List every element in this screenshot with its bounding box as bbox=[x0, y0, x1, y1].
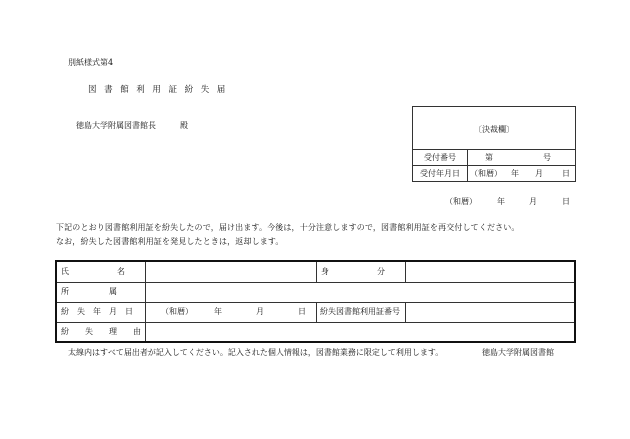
receipt-date-label: 受付年月日 bbox=[413, 166, 468, 181]
receipt-date-row bbox=[413, 165, 575, 181]
card-number-field[interactable] bbox=[409, 302, 569, 322]
submission-era: （和暦） bbox=[445, 197, 477, 206]
status-field[interactable] bbox=[409, 262, 569, 282]
decision-box-label: 〔決裁欄〕 bbox=[474, 125, 514, 134]
decision-box bbox=[412, 106, 576, 182]
reason-field[interactable] bbox=[149, 322, 569, 341]
lost-date-day: 日 bbox=[298, 307, 306, 316]
lost-date-month: 月 bbox=[256, 307, 264, 316]
receipt-date-year: 年 bbox=[511, 169, 519, 178]
affiliation-field[interactable] bbox=[149, 282, 569, 302]
status-label: 身 分 bbox=[321, 267, 385, 276]
receipt-number-row bbox=[413, 149, 575, 165]
body-text-line-1: 下記のとおり図書館利用証を紛失したので，届け出ます。今後は，十分注意しますので，図書館利用証を再交付してください。 bbox=[56, 223, 520, 232]
receipt-number-suffix: 号 bbox=[543, 153, 551, 162]
submission-year: 年 bbox=[497, 197, 505, 206]
receipt-date-era: （和暦） bbox=[470, 169, 502, 178]
footnote: 太線内はすべて届出者が記入してください。記入された個人情報は，図書館業務に限定して利用します。 bbox=[68, 348, 444, 357]
lost-date-label: 紛 失 年 月 日 bbox=[61, 307, 133, 316]
receipt-number-label: 受付番号 bbox=[413, 150, 468, 165]
addressee: 徳島大学附属図書館長 bbox=[76, 121, 156, 130]
submission-month: 月 bbox=[529, 197, 537, 206]
submission-day: 日 bbox=[562, 197, 570, 206]
submission-date bbox=[445, 196, 585, 208]
lost-date-era: （和暦） bbox=[161, 307, 193, 316]
receipt-date-day: 日 bbox=[562, 169, 570, 178]
card-number-label: 紛失図書館利用証番号 bbox=[320, 307, 400, 316]
name-field[interactable] bbox=[149, 262, 314, 282]
receipt-date-month: 月 bbox=[535, 169, 543, 178]
lost-date-year: 年 bbox=[214, 307, 222, 316]
body-text-line-2: なお，紛失した図書館利用証を発見したときは，返却します。 bbox=[56, 237, 284, 246]
receipt-number-prefix: 第 bbox=[485, 153, 493, 162]
affiliation-label: 所 属 bbox=[61, 287, 117, 296]
name-label: 氏 名 bbox=[61, 267, 125, 276]
honorific: 殿 bbox=[180, 121, 188, 130]
application-table bbox=[55, 260, 576, 343]
reason-label: 紛 失 理 由 bbox=[61, 327, 141, 336]
footer-organization: 徳島大学附属図書館 bbox=[482, 348, 554, 357]
form-number: 別紙様式第4 bbox=[68, 58, 114, 67]
document-title: 図書館利用証紛失届 bbox=[88, 85, 233, 95]
